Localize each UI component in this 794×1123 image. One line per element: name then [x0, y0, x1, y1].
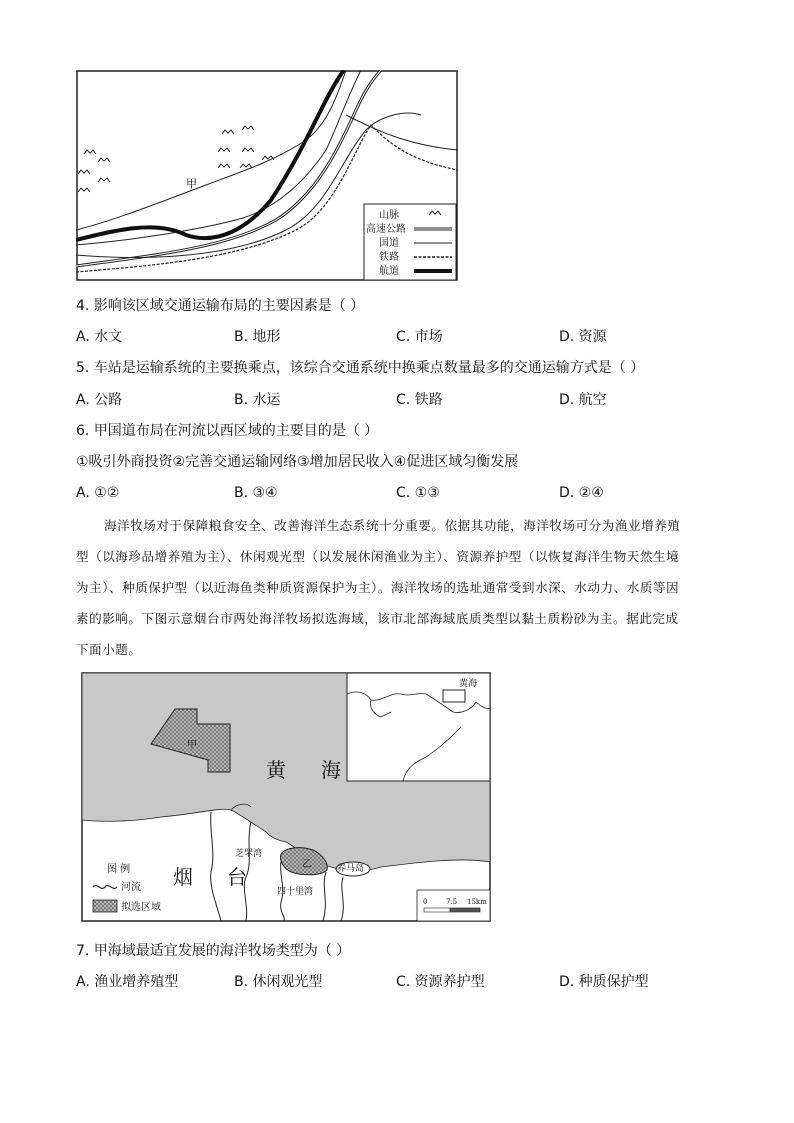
- q4-option-a[interactable]: A. 水文: [76, 329, 123, 345]
- scale-0: 0: [423, 898, 428, 906]
- q6-option-d[interactable]: D. ②④: [559, 485, 604, 501]
- q7-option-a[interactable]: A. 渔业增养殖型: [76, 974, 179, 990]
- zhifu-bay-label: 芝罘湾: [235, 849, 263, 859]
- q6-option-a[interactable]: A. ①②: [76, 485, 120, 501]
- q7-option-d[interactable]: D. 种质保护型: [559, 974, 649, 990]
- scale-end: 15km: [467, 898, 487, 906]
- map1-label-jia: 甲: [186, 177, 197, 190]
- q6-option-c[interactable]: C. ①③: [396, 485, 440, 501]
- q5-option-d[interactable]: D. 航空: [559, 392, 607, 408]
- city-label-tai: 台: [227, 865, 247, 889]
- passage: [76, 510, 721, 665]
- q5-option-a[interactable]: A. 公路: [76, 392, 123, 408]
- sea-label-huang: 黄: [266, 758, 286, 782]
- question-6-choices: ①吸引外商投资②完善交通运输网络③增加居民收入④促进区域匀衡发展: [76, 454, 519, 470]
- q5-option-c[interactable]: C. 铁路: [396, 392, 443, 408]
- yangma-island-label: 养马岛: [337, 864, 365, 874]
- legend-national-road: 国道: [379, 238, 399, 249]
- legend-highway: 高速公路: [366, 224, 406, 235]
- question-6-stem: 6. 甲国道布局在河流以西区域的主要目的是（ ）: [76, 423, 379, 439]
- q7-option-b[interactable]: B. 休闲观光型: [234, 974, 323, 990]
- q6-option-b[interactable]: B. ③④: [234, 485, 278, 501]
- zone-jia-label: 甲: [187, 740, 197, 751]
- passage-line-1: 海洋牧场对于保障粮食安全、改善海洋生态系统十分重要。依据其功能，海洋牧场可分为渔业增养殖: [104, 518, 681, 533]
- legend-area: 拟选区域: [121, 902, 161, 913]
- yantai-map-svg: [81, 672, 491, 922]
- q4-option-b[interactable]: B. 地形: [234, 329, 281, 345]
- zone-yi-label: 乙: [302, 859, 312, 870]
- inset-label: 黄海: [459, 679, 478, 689]
- question-5-stem: 5. 车站是运输系统的主要换乘点，该综合交通系统中换乘点数量最多的交通运输方式是（ ）: [76, 360, 645, 376]
- sishili-bay-label: 四十里湾: [277, 887, 314, 897]
- legend-channel: 航道: [379, 266, 399, 277]
- yantai-map: [81, 672, 491, 922]
- q5-option-b[interactable]: B. 水运: [234, 392, 281, 408]
- legend-river: 河流: [121, 882, 141, 893]
- legend-mountain: 山脉: [379, 210, 399, 221]
- q4-option-c[interactable]: C. 市场: [396, 329, 443, 345]
- q4-option-d[interactable]: D. 资源: [559, 329, 607, 345]
- sea-label-hai: 海: [321, 758, 341, 782]
- passage-line-2: 型（以海珍品增养殖为主）、休闲观光型（以发展休闲渔业为主）、资源养护型（以恢复海洋生物天然生境: [76, 549, 680, 564]
- passage-line-5: 下面小题。: [76, 642, 142, 657]
- question-4-stem: 4. 影响该区域交通运输布局的主要因素是（ ）: [76, 298, 365, 314]
- legend-railway: 铁路: [379, 252, 399, 263]
- city-label-yan: 烟: [173, 865, 193, 889]
- q7-option-c[interactable]: C. 资源养护型: [396, 974, 485, 990]
- legend-title: 图 例: [107, 864, 131, 875]
- scale-mid: 7.5: [446, 898, 458, 906]
- area-legend-icon: [93, 900, 117, 912]
- passage-line-4: 素的影响。下图示意烟台市两处海洋牧场拟选海域，该市北部海域底质类型以黏土质粉砂为主。据此完成: [76, 611, 679, 626]
- transport-map: [76, 70, 458, 281]
- question-7-stem: 7. 甲海域最适宜发展的海洋牧场类型为（ ）: [76, 943, 351, 959]
- transport-map-svg: [76, 70, 458, 281]
- passage-line-3: 为主）、种质保护型（以近海鱼类种质资源保护为主）。海洋牧场的选址通常受到水深、水动力、水质等因: [76, 580, 680, 595]
